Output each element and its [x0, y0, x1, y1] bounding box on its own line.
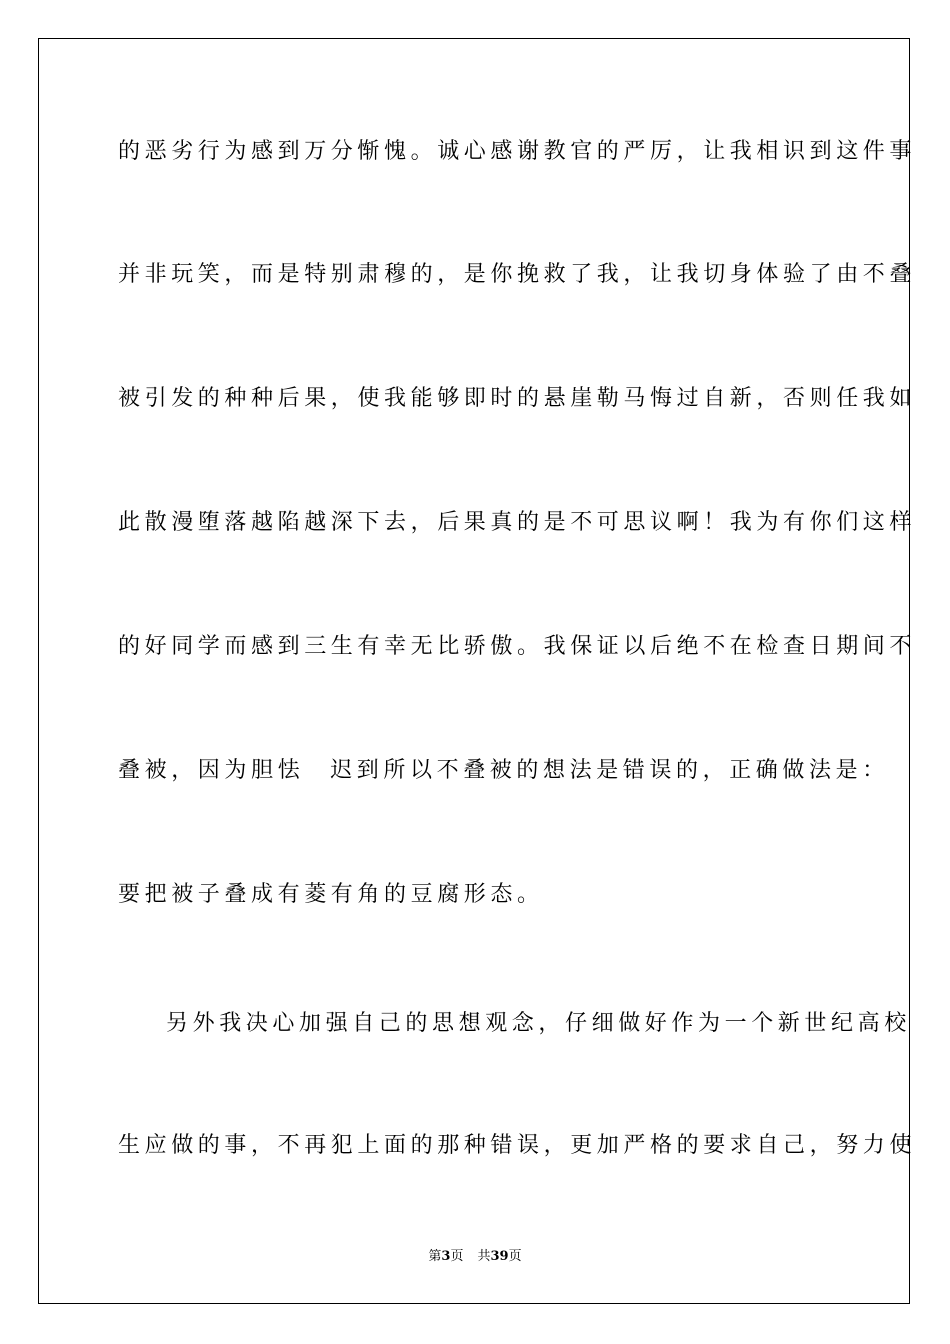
page-suffix: 页: [450, 1249, 464, 1264]
total-suffix: 页: [508, 1249, 522, 1264]
page-number: 3: [441, 1249, 451, 1264]
total-prefix: 共: [477, 1249, 491, 1264]
body-text-line: 要把被子叠成有菱有角的豆腐形态。: [118, 882, 544, 907]
page-border: [38, 38, 917, 1304]
body-text-segment: 叠被，因为胆怯: [118, 758, 305, 783]
body-text-line: 此散漫堕落越陷越深下去，后果真的是不可思议啊！我为有你们这样: [118, 510, 917, 535]
body-text-line: 的恶劣行为感到万分惭愧。诚心感谢教官的严厉，让我相识到这件事: [118, 139, 917, 164]
page-footer: [0, 1249, 950, 1265]
total-pages: 39: [490, 1249, 509, 1264]
body-text-line: 被引发的种种后果，使我能够即时的悬崖勒马悔过自新，否则任我如: [118, 386, 917, 411]
body-text-line: 的好同学而感到三生有幸无比骄傲。我保证以后绝不在检查日期间不: [118, 634, 917, 659]
body-text-line: 并非玩笑，而是特别肃穆的，是你挽救了我，让我切身体验了由不叠: [118, 262, 917, 287]
body-text-line: [118, 758, 889, 784]
page-prefix: 第: [428, 1249, 442, 1264]
paragraph-first-line: 另外我决心加强自己的思想观念，仔细做好作为一个新世纪高校: [166, 1011, 911, 1036]
body-text-line: 生应做的事，不再犯上面的那种错误，更加严格的要求自己，努力使: [118, 1133, 917, 1158]
body-text-segment: 迟到所以不叠被的想法是错误的，正确做法是：: [330, 758, 889, 783]
